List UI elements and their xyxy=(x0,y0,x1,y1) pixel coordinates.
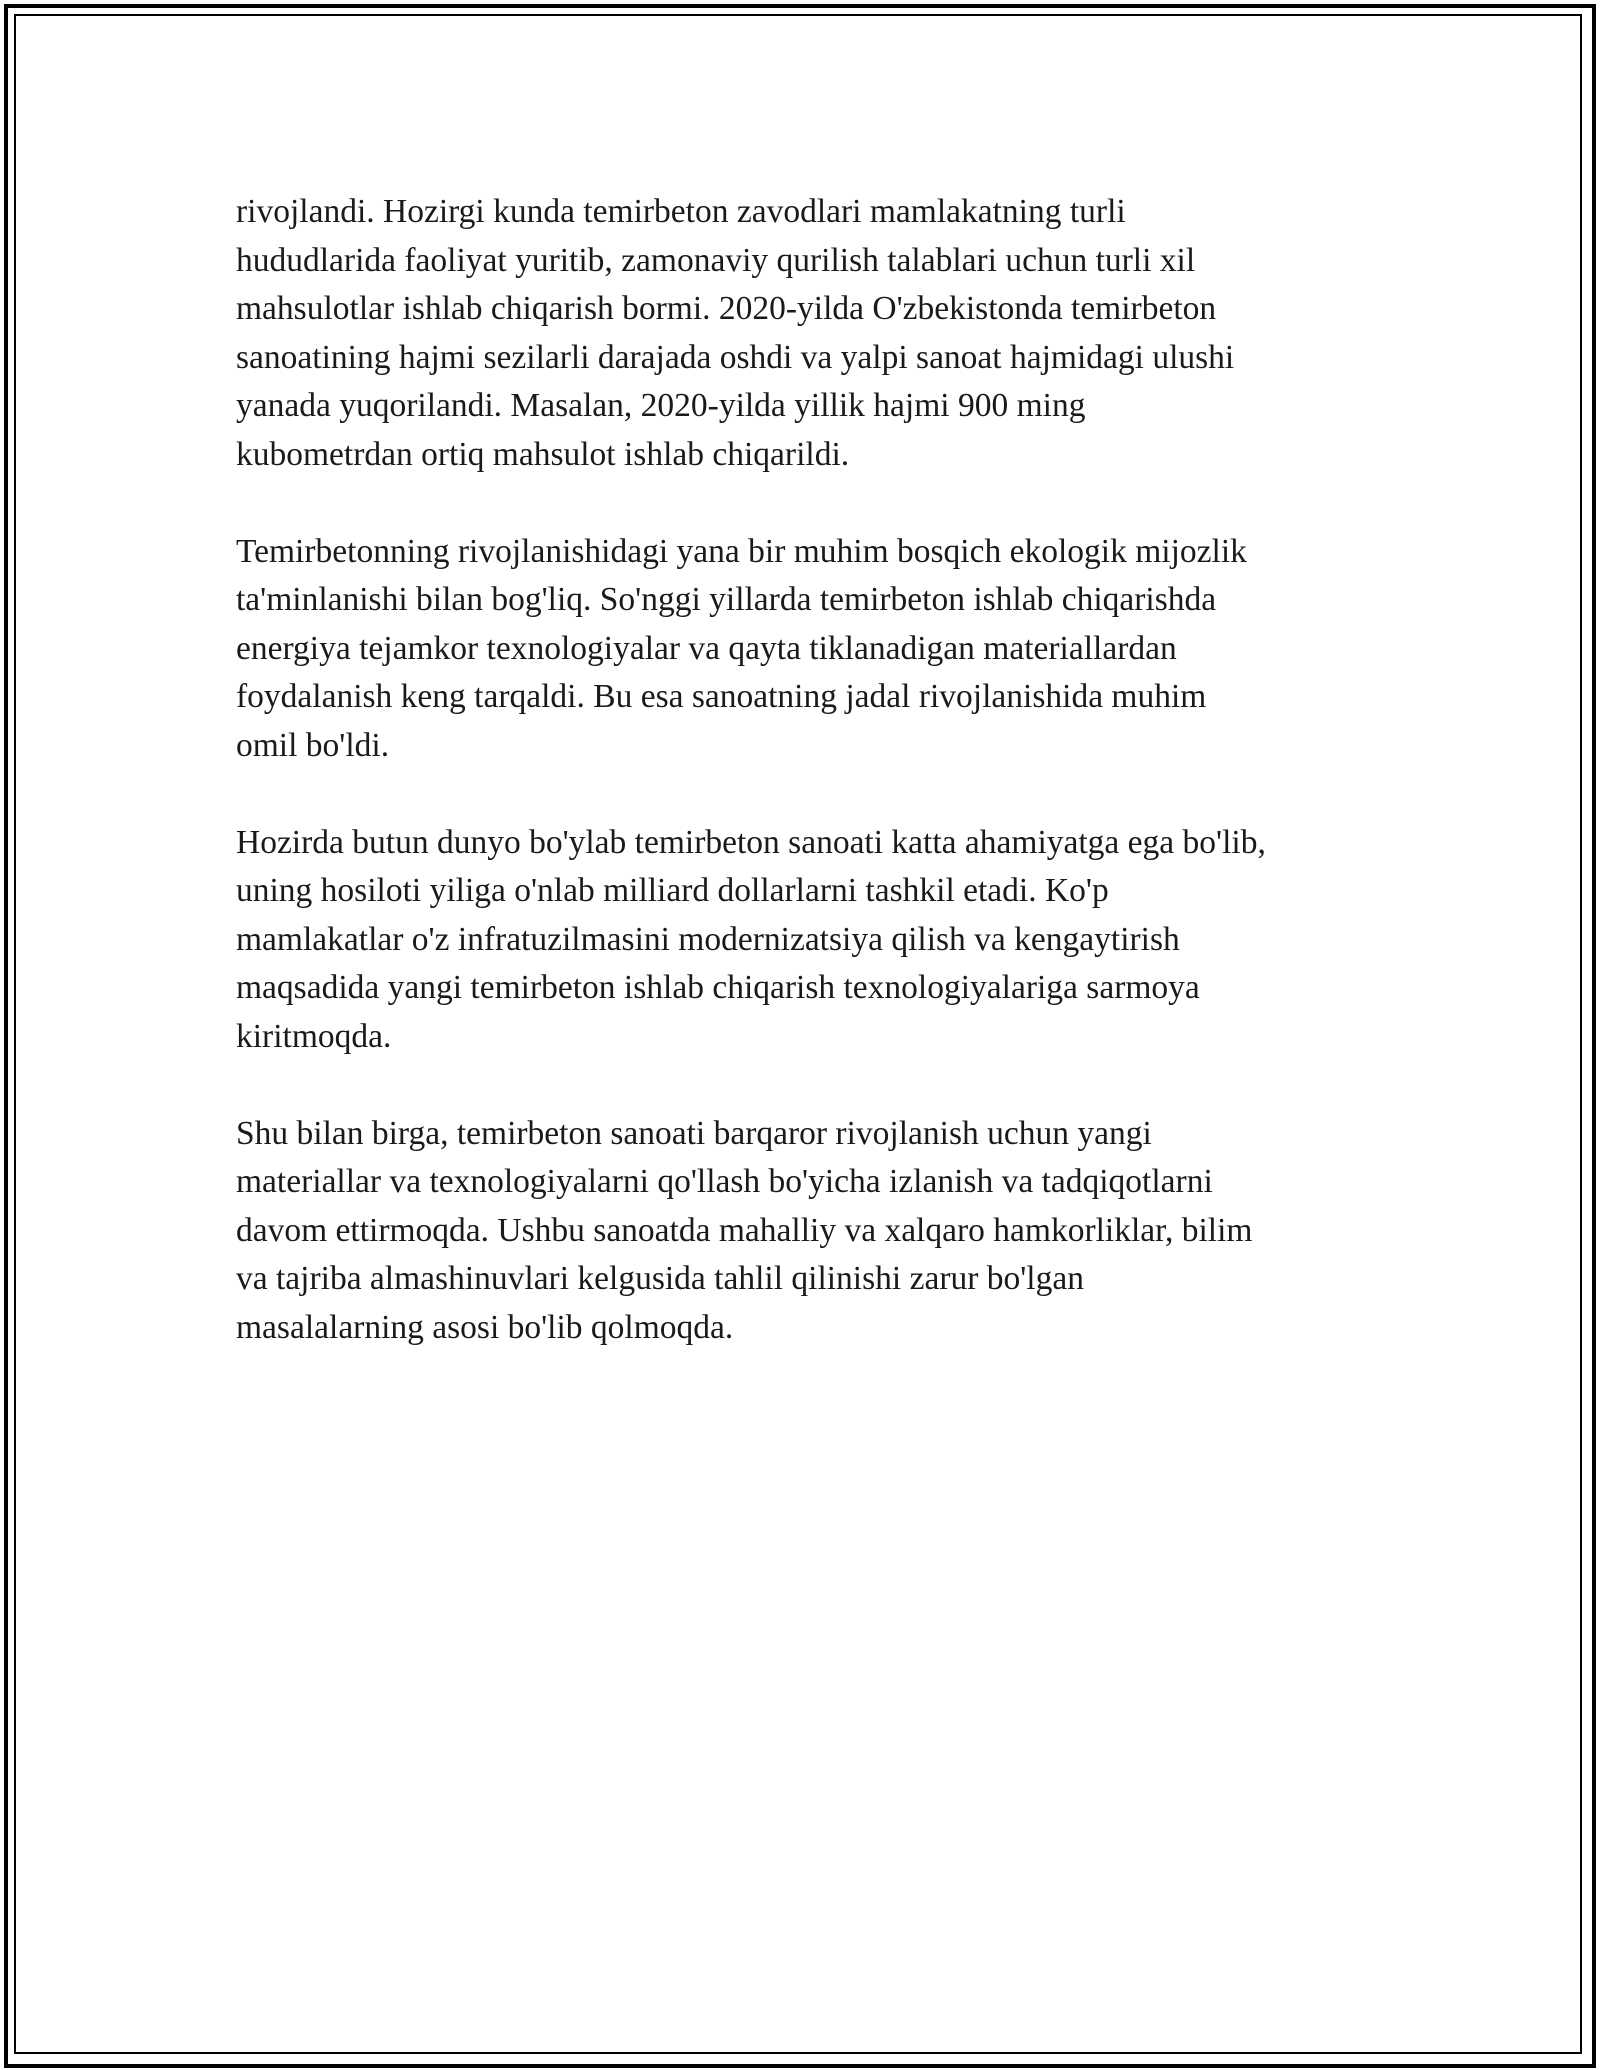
text-line: omil bo'ldi. xyxy=(236,726,390,764)
paragraph-4 xyxy=(236,1110,1386,1353)
text-line: uning hosiloti yiliga o'nlab milliard dollarlarni tashkil etadi. Ko'p xyxy=(236,872,1109,909)
text-line: kiritmoqda. xyxy=(236,1017,392,1055)
document-body xyxy=(236,188,1386,1401)
text-line: mamlakatlar o'z infratuzilmasini modernizatsiya qilish va kengaytirish xyxy=(236,920,1180,958)
text-line: foydalanish keng tarqaldi. Bu esa sanoatning jadal rivojlanishida muhim xyxy=(236,678,1207,715)
text-line: sanoatining hajmi sezilarli darajada oshdi va yalpi sanoat hajmidagi ulushi xyxy=(236,338,1235,376)
paragraph-2 xyxy=(236,528,1386,771)
text-line: rivojlandi. Hozirgi kunda temirbeton zavodlari mamlakatning turli xyxy=(236,193,1126,230)
text-line: masalalarning asosi bo'lib qolmoqda. xyxy=(236,1308,734,1346)
text-line: ta'minlanishi bilan bog'liq. So'nggi yillarda temirbeton ishlab chiqarishda xyxy=(236,581,1217,618)
text-line: materiallar va texnologiyalarni qo'llash bo'yicha izlanish va tadqiqotlarni xyxy=(236,1163,1213,1200)
text-line: hududlarida faoliyat yuritib, zamonaviy qurilish talablari uchun turli xil xyxy=(236,241,1196,279)
text-line: Temirbetonning rivojlanishidagi yana bir muhim bosqich ekologik mijozlik xyxy=(236,532,1247,570)
text-line: mahsulotlar ishlab chiqarish bormi. 2020-yilda O'zbekistonda temirbeton xyxy=(236,290,1217,327)
text-line: Shu bilan birga, temirbeton sanoati barqaror rivojlanish uchun yangi xyxy=(236,1114,1152,1152)
paragraph-1 xyxy=(236,188,1386,479)
text-line: va tajriba almashinuvlari kelgusida tahlil qilinishi zarur bo'lgan xyxy=(236,1260,1084,1297)
text-line: davom ettirmoqda. Ushbu sanoatda mahalliy va xalqaro hamkorliklar, bilim xyxy=(236,1211,1253,1249)
text-line: energiya tejamkor texnologiyalar va qayta tiklanadigan materiallardan xyxy=(236,629,1177,667)
text-line: yanada yuqorilandi. Masalan, 2020-yilda yillik hajmi 900 ming xyxy=(236,387,1086,424)
text-line: maqsadida yangi temirbeton ishlab chiqarish texnologiyalariga sarmoya xyxy=(236,969,1200,1006)
text-line: Hozirda butun dunyo bo'ylab temirbeton sanoati katta ahamiyatga ega bo'lib, xyxy=(236,823,1266,861)
text-line: kubometrdan ortiq mahsulot ishlab chiqarildi. xyxy=(236,435,850,473)
paragraph-3 xyxy=(236,819,1386,1062)
